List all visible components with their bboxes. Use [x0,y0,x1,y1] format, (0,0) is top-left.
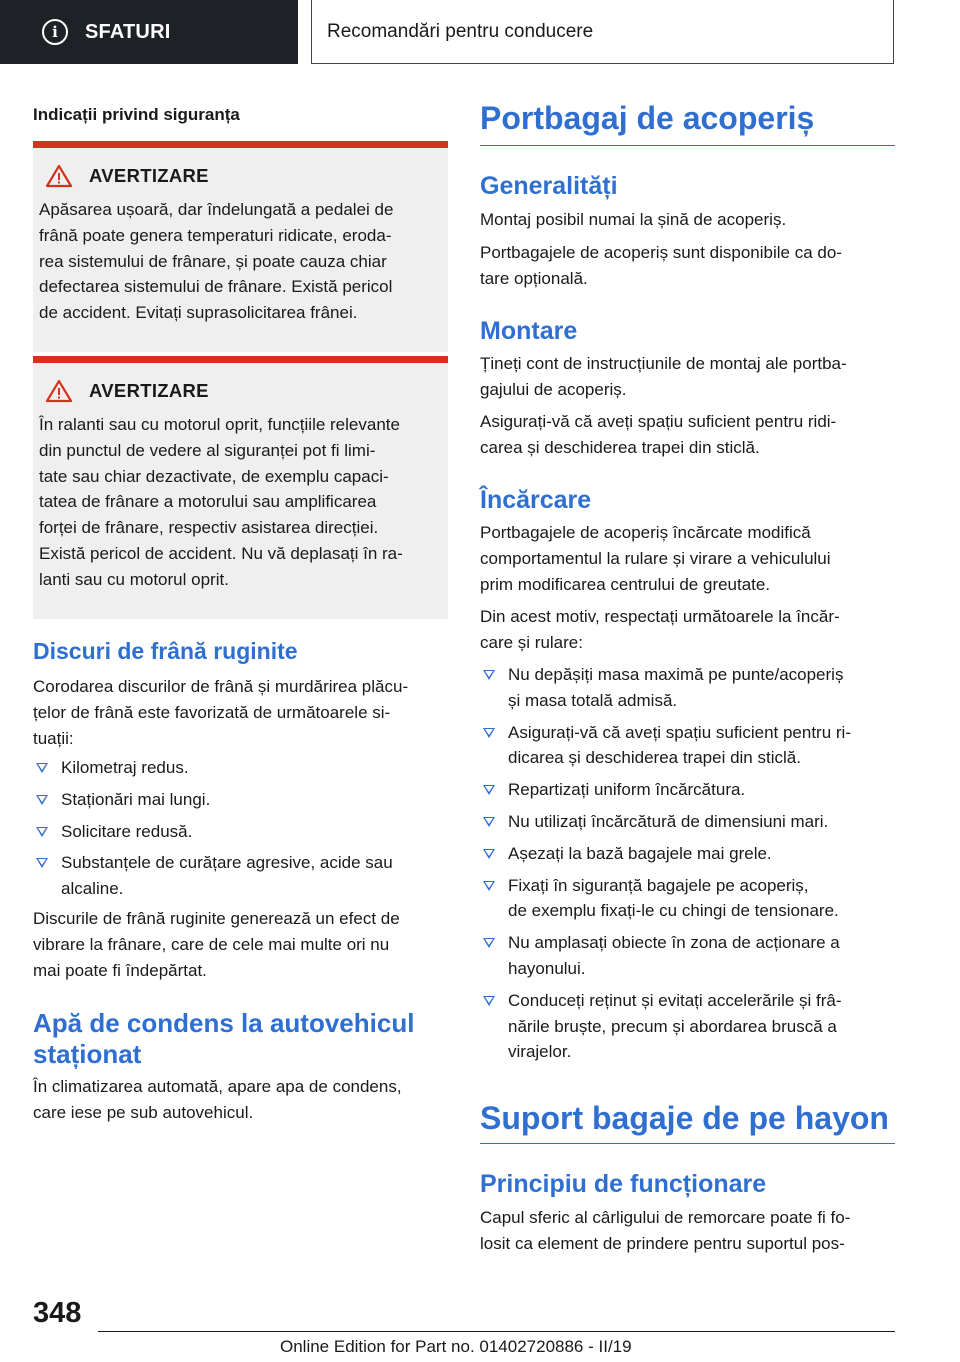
text-line: tate sau chiar dezactivate, de exemplu capaci- [39,466,389,486]
bullet-triangle-icon [36,795,48,805]
text-line: Repartizați uniform încărcătura. [508,780,746,800]
text-line: Montaj posibil numai la șină de acoperiș. [480,210,787,229]
text-line: Din acest motiv, respectați următoarele la încăr- [480,607,840,626]
text-line: Așezați la bază bagajele mai grele. [508,843,772,863]
heading-line: staționat [33,1039,142,1069]
text-line: Discurile de frână ruginite generează un efect de [33,909,400,928]
loading-heading: Încărcare [480,486,592,514]
list-item [480,777,851,803]
text-line: Portbagajele de acoperiș sunt disponibile ca do- [480,243,842,262]
principle-heading: Principiu de funcționare [480,1170,767,1198]
text-line: Nu amplasați obiecte în zona de acționare a [508,933,840,953]
info-icon: i [42,19,68,45]
text-line: Kilometraj redus. [61,758,189,777]
text-line: alcaline. [61,879,124,899]
list-item [480,809,851,835]
bullet-triangle-icon [36,763,48,773]
warning-triangle-icon [45,164,73,188]
bullet-triangle-icon [483,881,495,891]
text-line: care iese pe sub autovehicul. [33,1102,254,1122]
bullet-triangle-icon [483,785,495,795]
warning-triangle-icon [45,379,73,403]
bullet-triangle-icon [483,849,495,859]
bullet-triangle-icon [483,996,495,1006]
text-line: prim modificarea centrului de greutate. [480,574,771,594]
text-line: frână poate genera temperaturi ridicate, eroda- [39,225,392,245]
text-line: În ralanti sau cu motorul oprit, funcțiile relevante [39,415,400,434]
text-line: Capul sferic al cârligului de remorcare poate fi fo- [480,1208,851,1227]
text-line: Asigurați-vă că aveți spațiu suficient pentru ridi- [480,412,837,431]
heading-line: Apă de condens la autovehicul [33,1008,415,1038]
text-line: Nu depășiți masa maximă pe punte/acoperiș [508,665,844,684]
rusty-discs-heading: Discuri de frână ruginite [33,638,298,664]
condensation-heading [33,1008,414,1070]
mounting-p2 [480,409,836,461]
rusty-discs-outro [33,906,400,983]
text-line: forței de frânare, respectiv asistarea direcției. [39,518,379,538]
list-item [33,755,393,781]
header-chapter-title: Recomandări pentru conducere [327,20,594,42]
text-line: gajului de acoperiș. [480,379,627,399]
footer-divider [98,1331,895,1332]
list-item [480,662,851,714]
safety-heading: Indicații privind siguranța [33,105,240,124]
header-section-tab [0,0,298,64]
bullet-triangle-icon [483,817,495,827]
warning-box-2 [33,356,448,619]
text-line: hayonului. [508,958,586,978]
text-line: care și rulare: [480,632,583,652]
list-item [480,873,851,925]
text-line: defectarea sistemului de frânare. Există pericol [39,277,393,297]
text-line: În climatizarea automată, apare apa de condens, [33,1077,402,1096]
text-line: Apăsarea ușoară, dar îndelungată a pedalei de [39,200,394,219]
bullet-triangle-icon [483,728,495,738]
text-line: virajelor. [508,1042,572,1062]
loading-p1 [480,520,831,597]
list-item [480,930,851,982]
warning-text [39,197,444,326]
text-line: dicarea și deschiderea trapei din sticlă. [508,748,801,768]
page-number: 348 [33,1297,82,1329]
text-line: Corodarea discurilor de frână și murdărirea plăcu- [33,677,409,696]
list-item [480,988,851,1065]
general-p1 [480,207,786,233]
list-item [33,850,393,902]
text-line: Substanțele de curățare agresive, acide sau [61,853,393,873]
text-line: țelor de frână este favorizată de următoarele si- [33,702,391,722]
warning-box-1 [33,141,448,352]
header-chapter-tab [311,0,894,64]
text-line: lanti sau cu motorul oprit. [39,569,229,589]
bullet-triangle-icon [483,670,495,680]
bullet-triangle-icon [483,938,495,948]
tailgate-rack-title: Suport bagaje de pe hayon [480,1100,895,1144]
text-line: vibrare la frânare, care de cele mai multe ori nu [33,934,390,954]
text-line: carea și deschiderea trapei din sticlă. [480,437,760,457]
mounting-p1 [480,351,847,403]
text-line: și masa totală admisă. [508,690,678,710]
header-section-label: SFATURI [85,20,171,43]
footer-edition: Online Edition for Part no. 01402720886 - II/19 [280,1337,632,1356]
text-line: de exemplu fixați-le cu chingi de tensionare. [508,901,839,921]
general-p2 [480,240,842,292]
general-heading: Generalități [480,172,618,200]
loading-bullets [480,662,851,1065]
text-line: Portbagajele de acoperiș încărcate modifică [480,523,811,542]
bullet-triangle-icon [36,827,48,837]
text-line: Conduceți reținut și evitați accelerările și frâ- [508,990,842,1010]
warning-text [39,412,444,593]
loading-p2 [480,604,840,656]
list-item [33,787,393,813]
list-item [480,841,851,867]
text-line: Țineți cont de instrucțiunile de montaj ale portba- [480,354,847,373]
list-item [480,720,851,772]
text-line: de accident. Evitați suprasolicitarea frânei. [39,303,358,323]
text-line: Solicitare redusă. [61,821,193,841]
text-line: Nu utilizați încărcătură de dimensiuni mari. [508,811,829,831]
bullet-triangle-icon [36,858,48,868]
text-line: nările bruște, precum și abordarea bruscă a [508,1016,837,1036]
text-line: Fixați în siguranță bagajele pe acoperiș, [508,875,809,895]
text-line: losit ca element de prindere pentru suportul pos- [480,1233,845,1253]
list-item [33,819,393,845]
text-line: tuații: [33,728,74,748]
text-line: din punctul de vedere al siguranței pot fi limi- [39,440,376,460]
text-line: tatea de frânare a motorului sau amplificarea [39,492,377,512]
text-line: Există pericol de accident. Nu vă deplasați în ra- [39,543,403,563]
text-line: Staționări mai lungi. [61,789,211,809]
roof-rack-title: Portbagaj de acoperiș [480,100,895,146]
rusty-discs-bullets [33,755,393,902]
text-line: Asigurați-vă că aveți spațiu suficient pentru ri- [508,722,851,742]
rusty-discs-intro [33,674,408,751]
condensation-text [33,1074,402,1126]
warning-title: AVERTIZARE [89,165,209,186]
warning-title: AVERTIZARE [89,380,209,401]
principle-p1 [480,1205,850,1257]
text-line: comportamentul la rulare și virare a vehiculului [480,548,831,568]
mounting-heading: Montare [480,317,578,345]
text-line: rea sistemului de frânare, și poate cauza chiar [39,251,387,271]
text-line: mai poate fi îndepărtat. [33,960,207,980]
text-line: tare opțională. [480,268,588,288]
